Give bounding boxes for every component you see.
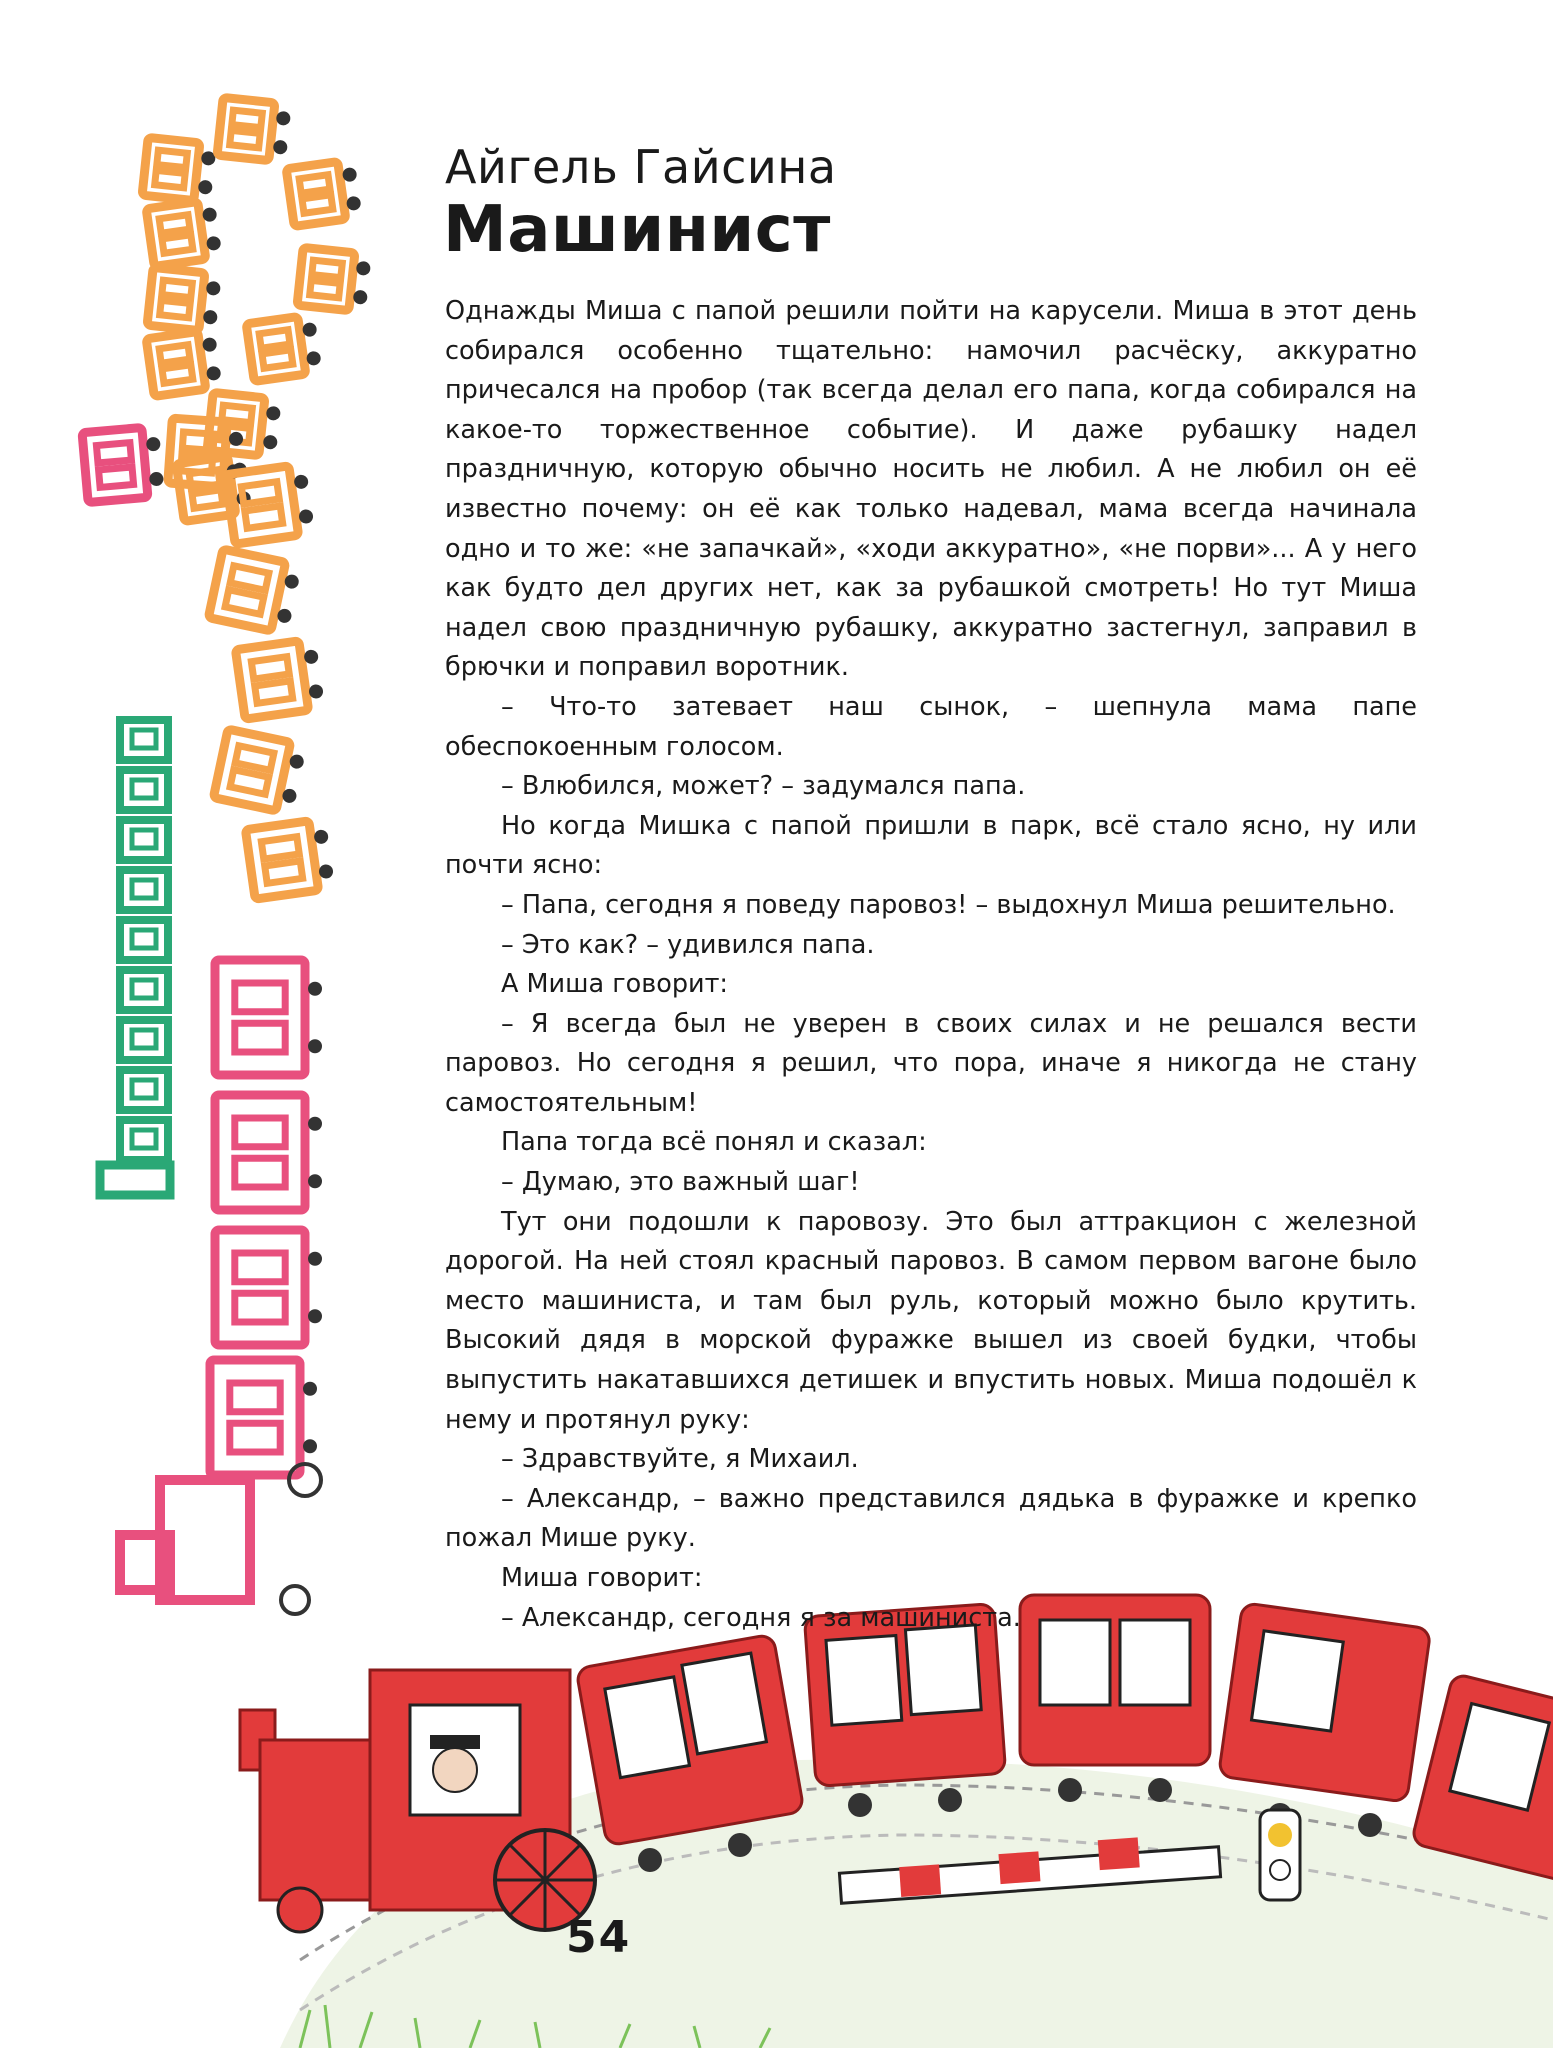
wagon	[297, 247, 372, 312]
locomotive	[240, 1670, 595, 1932]
left-trains-illustration	[0, 0, 420, 1640]
paragraph: А Миша говорит:	[501, 969, 729, 1000]
wagon	[217, 97, 292, 162]
green-window	[132, 1080, 156, 1098]
green-wagon	[120, 820, 168, 860]
wagon	[147, 267, 222, 332]
paragraph: Но когда Мишка с папой пришли в парк, всё стало ясно, ну или почти ясно:	[445, 810, 1417, 881]
wagon	[210, 1360, 317, 1475]
paragraph: – Папа, сегодня я поведу паровоз! – выдохнул Миша решительно.	[501, 889, 1396, 920]
orange-train-2-illustration	[208, 464, 335, 900]
paragraph: Тут они подошли к паровозу. Это был аттракцион с железной дорогой. На ней стоял красный паровоз. В самом первом вагоне было место машиниста, и там был руль, который можно было крутить. Высокий дядя в морской фуражке вышел из своей будки, чтобы выпустить накатавшихся детишек и впустить новых. Миша подошёл к нему и протянул руку:	[445, 1206, 1417, 1435]
paragraph: – Влюбился, может? – задумался папа.	[501, 771, 1026, 802]
wagon	[215, 1095, 322, 1210]
paragraph: – Александр, – важно представился дядька в фуражке и крепко пожал Мише руку.	[445, 1483, 1417, 1554]
green-window	[132, 780, 156, 798]
green-window	[132, 1030, 156, 1048]
story-text	[445, 292, 1417, 1638]
pink-wheel	[289, 1464, 321, 1496]
wagon	[213, 729, 307, 814]
orange-train-illustration	[142, 97, 372, 521]
green-wagon	[120, 970, 168, 1010]
green-wagon	[120, 870, 168, 910]
wagon	[215, 1230, 322, 1345]
green-window	[132, 980, 156, 998]
green-wagon	[120, 920, 168, 960]
wagon	[286, 159, 362, 226]
paragraph: Папа тогда всё понял и сказал:	[501, 1127, 927, 1158]
story-title: Машинист	[443, 193, 831, 267]
wagon	[82, 426, 165, 502]
green-window	[132, 930, 156, 948]
green-window	[132, 830, 156, 848]
paragraph: – Александр, сегодня я за машиниста.	[501, 1602, 1021, 1633]
paragraph: – Это как? – удивился папа.	[501, 929, 875, 960]
green-train-illustration	[100, 720, 170, 1195]
wagon	[146, 329, 222, 396]
wagon	[208, 549, 302, 634]
wagon	[146, 199, 222, 266]
green-wagon	[120, 1070, 168, 1110]
wagon	[215, 960, 322, 1075]
green-wagon	[120, 770, 168, 810]
page-number: 54	[566, 1912, 632, 1963]
wagon	[225, 464, 315, 545]
paragraph: – Здравствуйте, я Михаил.	[501, 1444, 859, 1475]
green-window	[132, 880, 156, 898]
green-wagon	[120, 720, 168, 760]
green-wagon	[120, 1120, 168, 1160]
wagon	[235, 639, 325, 720]
paragraph: – Что-то затевает наш сынок, – шепнула мама папе обеспокоенным голосом.	[445, 691, 1417, 762]
green-engine	[100, 1165, 170, 1195]
paragraph: Миша говорит:	[501, 1563, 703, 1593]
wagon	[246, 314, 322, 381]
wagon	[142, 137, 217, 202]
paragraph: – Думаю, это важный шаг!	[501, 1167, 860, 1198]
green-window	[132, 730, 156, 748]
wagon	[245, 819, 335, 900]
author-name: Айгель Гайсина	[445, 140, 837, 194]
green-window	[132, 1130, 156, 1148]
paragraph: Однажды Миша с папой решили пойти на карусели. Миша в этот день собирался особенно тщательно: намочил расчёску, аккуратно причесался на пробор (так всегда делал его папа, когда собирался на какое-то торжественное событие). И даже рубашку надел праздничную, которую обычно носить не любил. А не любил он её известно почему: он её как только надевал, мама всегда начинала одно и то же: «не запачкай», «ходи аккуратно», «не порви»... А у него как будто дел других нет, как за рубашкой смотреть! Но тут Миша надел свою праздничную рубашку, аккуратно застегнул, заправил в брючки и поправил воротник.	[445, 296, 1417, 683]
paragraph: – Я всегда был не уверен в своих силах и не решался вести паровоз. Но сегодня я решил, что пора, иначе я никогда не стану самостоятельным!	[445, 1008, 1417, 1118]
green-wagon	[120, 1020, 168, 1060]
